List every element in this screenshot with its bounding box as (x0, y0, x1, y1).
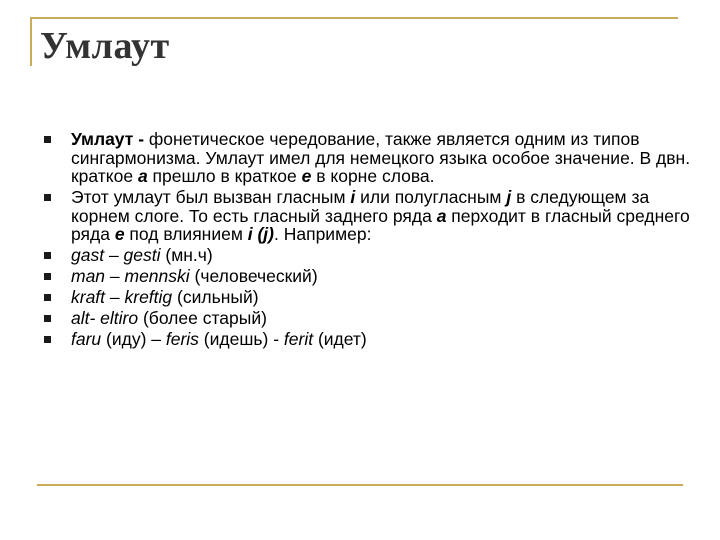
bullet-text-segment: фонетическое чередование, также является одним из типов сингармонизма. Умлаут имел для немецкого языка особое значение. В двн. краткое (71, 129, 691, 186)
bullet-item (0, 130, 691, 186)
bullet-item (0, 309, 691, 328)
top-accent-line (30, 17, 678, 19)
bullet-text-segment: (иду) – (101, 329, 166, 349)
bullet-text-segment: а (436, 205, 447, 226)
bullet-item (0, 330, 691, 349)
bullet-text-segment: или полугласным (355, 187, 507, 207)
bullet-text-segment: под влиянием (124, 224, 248, 244)
bullet-item (0, 246, 691, 265)
bullet-text-segment: в следующем за корнем слоге. То есть гласный заднего ряда (71, 187, 650, 226)
bullet-text-segment: (идет) (313, 329, 367, 349)
bullet-text-segment: в корне слова. (311, 166, 435, 186)
square-bullet-icon (44, 294, 51, 301)
bullet-text-segment: (более старый) (138, 308, 267, 328)
bullet-text-segment: е (114, 224, 125, 244)
square-bullet-icon (44, 252, 51, 259)
bullet-item (0, 267, 691, 286)
bullet-text-segment: kraft – kreftig (71, 287, 173, 307)
bullet-text-segment: j (506, 187, 512, 207)
bullet-text-segment: i (j) (247, 224, 274, 244)
bullet-text-segment: man – mennski (71, 266, 190, 286)
bullet-text-segment: Этот умлаут был вызван гласным (71, 187, 351, 207)
bullet-list (0, 130, 720, 351)
square-bullet-icon (44, 273, 51, 280)
bullet-text-segment: feris (165, 329, 199, 349)
square-bullet-icon (44, 315, 51, 322)
bullet-text-segment: (человеческий) (189, 266, 318, 286)
bullet-text-segment: faru (71, 329, 102, 349)
square-bullet-icon (44, 194, 51, 201)
bullet-text-segment: е (301, 166, 312, 186)
bullet-text-segment: перходит в гласный среднего ряда (71, 205, 690, 244)
bullet-item (0, 288, 691, 307)
left-accent-line (30, 17, 32, 66)
bullet-text-segment: gast – gesti (71, 245, 161, 265)
bullet-text-segment: (идешь) - (198, 329, 284, 349)
bullet-text-segment: прешло в краткое (147, 166, 302, 186)
bullet-text-segment: ferit (283, 329, 314, 349)
square-bullet-icon (44, 136, 51, 143)
bottom-accent-line (37, 484, 683, 486)
bullet-text-segment: а (137, 166, 148, 186)
bullet-text-segment: . Например: (274, 224, 372, 244)
bullet-text-segment: Умлаут - (71, 129, 149, 149)
bullet-text-segment: i (350, 187, 356, 207)
bullet-item (0, 188, 691, 244)
bullet-text-segment: alt- eltiro (71, 308, 139, 328)
square-bullet-icon (44, 336, 51, 343)
bullet-text-segment: (сильный) (172, 287, 259, 307)
bullet-text-segment: (мн.ч) (160, 245, 213, 265)
slide-title: Умлаут (40, 25, 170, 67)
